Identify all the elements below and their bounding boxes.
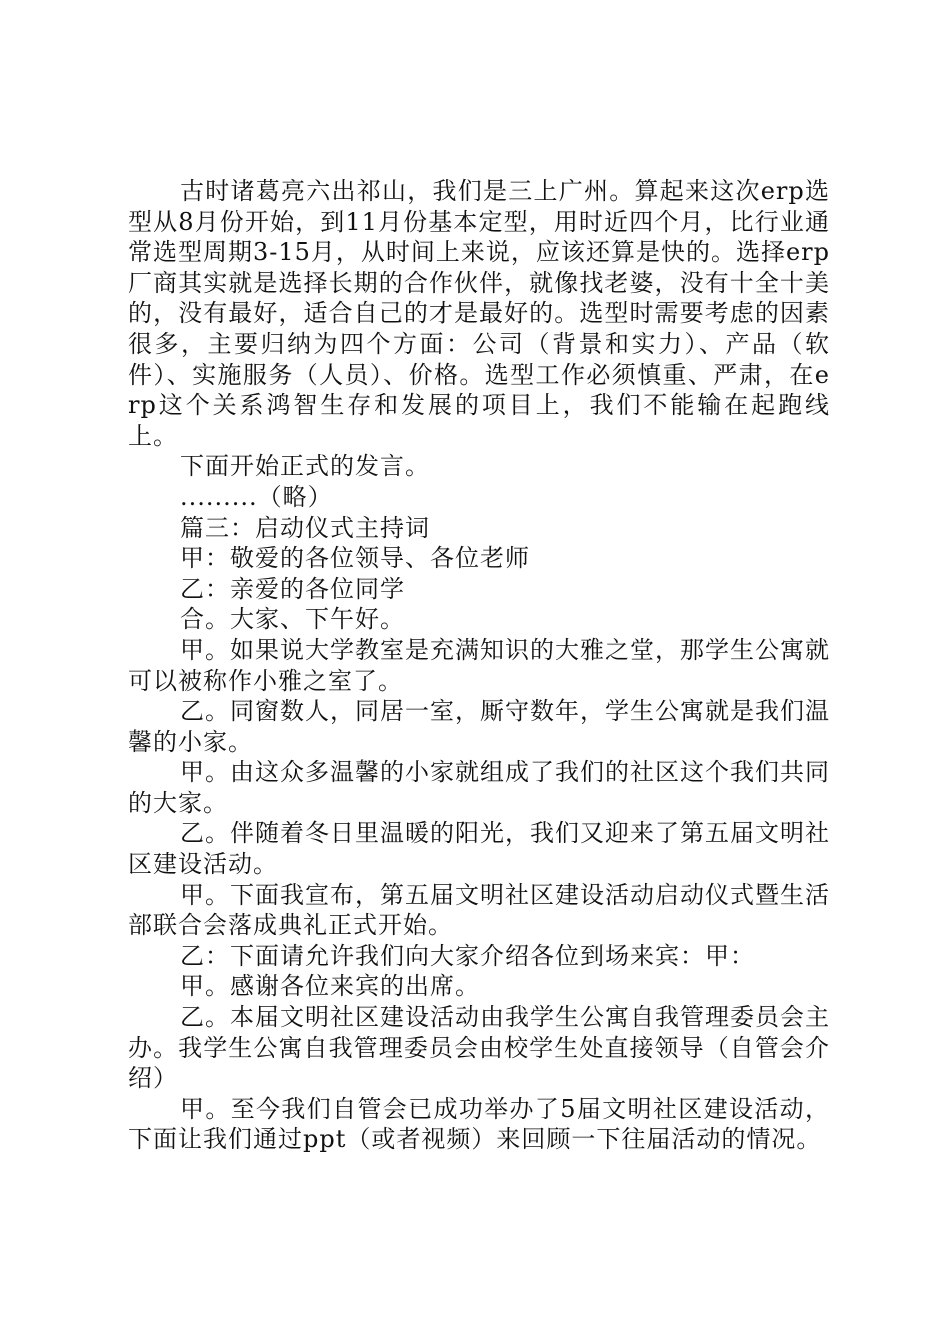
paragraph-line: 乙。伴随着冬日里温暖的阳光，我们又迎来了第五届文明社区建设活动。 [128, 819, 830, 879]
paragraph-intro: 古时诸葛亮六出祁山，我们是三上广州。算起来这次erp选型从8月份开始，到11月份基本定型，用时近四个月，比行业通常选型周期3-15月，从时间上来说，应该还算是快的。选择erp厂商其实就是选择长期的合作伙伴，就像找老婆，没有十全十美的，没有最好，适合自己的才是最好的。选型时需要考虑的因素很多，主要归纳为四个方面：公司（背景和实力）、产品（软件）、实施服务（人员）、价格。选型工作必须慎重、严肃，在erp这个关系鸿智生存和发展的项目上，我们不能输在起跑线上。 [128, 177, 830, 450]
paragraph-line: 乙。本届文明社区建设活动由我学生公寓自我管理委员会主办。我学生公寓自我管理委员会由校学生处直接领导（自管会介绍） [128, 1003, 830, 1093]
paragraph-line: 乙。同窗数人，同居一室，厮守数年，学生公寓就是我们温馨的小家。 [128, 697, 830, 756]
paragraph-line: 甲。下面我宣布，第五届文明社区建设活动启动仪式暨生活部联合会落成典礼正式开始。 [128, 880, 830, 940]
paragraph-line: 甲。由这众多温馨的小家就组成了我们的社区这个我们共同的大家。 [128, 758, 830, 817]
paragraph-line: 合。大家、下午好。 [180, 605, 405, 634]
paragraph-line: 甲。至今我们自管会已成功举办了5届文明社区建设活动，下面让我们通过ppt（或者视频）来回顾一下往届活动的情况。 [128, 1094, 830, 1154]
section-heading: 篇三：启动仪式主持词 [180, 513, 430, 542]
paragraph-speech-start: 下面开始正式的发言。 [180, 452, 430, 481]
paragraph-line: 甲。感谢各位来宾的出席。 [180, 972, 480, 1001]
document-body [128, 176, 830, 1155]
paragraph-line: 甲。如果说大学教室是充满知识的大雅之堂，那学生公寓就可以被称作小雅之室了。 [128, 635, 830, 695]
paragraph-line: 乙：下面请允许我们向大家介绍各位到场来宾：甲： [180, 941, 755, 970]
paragraph-omitted: .........（略） [180, 482, 333, 511]
paragraph-line: 甲：敬爱的各位领导、各位老师 [180, 544, 530, 573]
paragraph-line: 乙：亲爱的各位同学 [180, 574, 405, 603]
